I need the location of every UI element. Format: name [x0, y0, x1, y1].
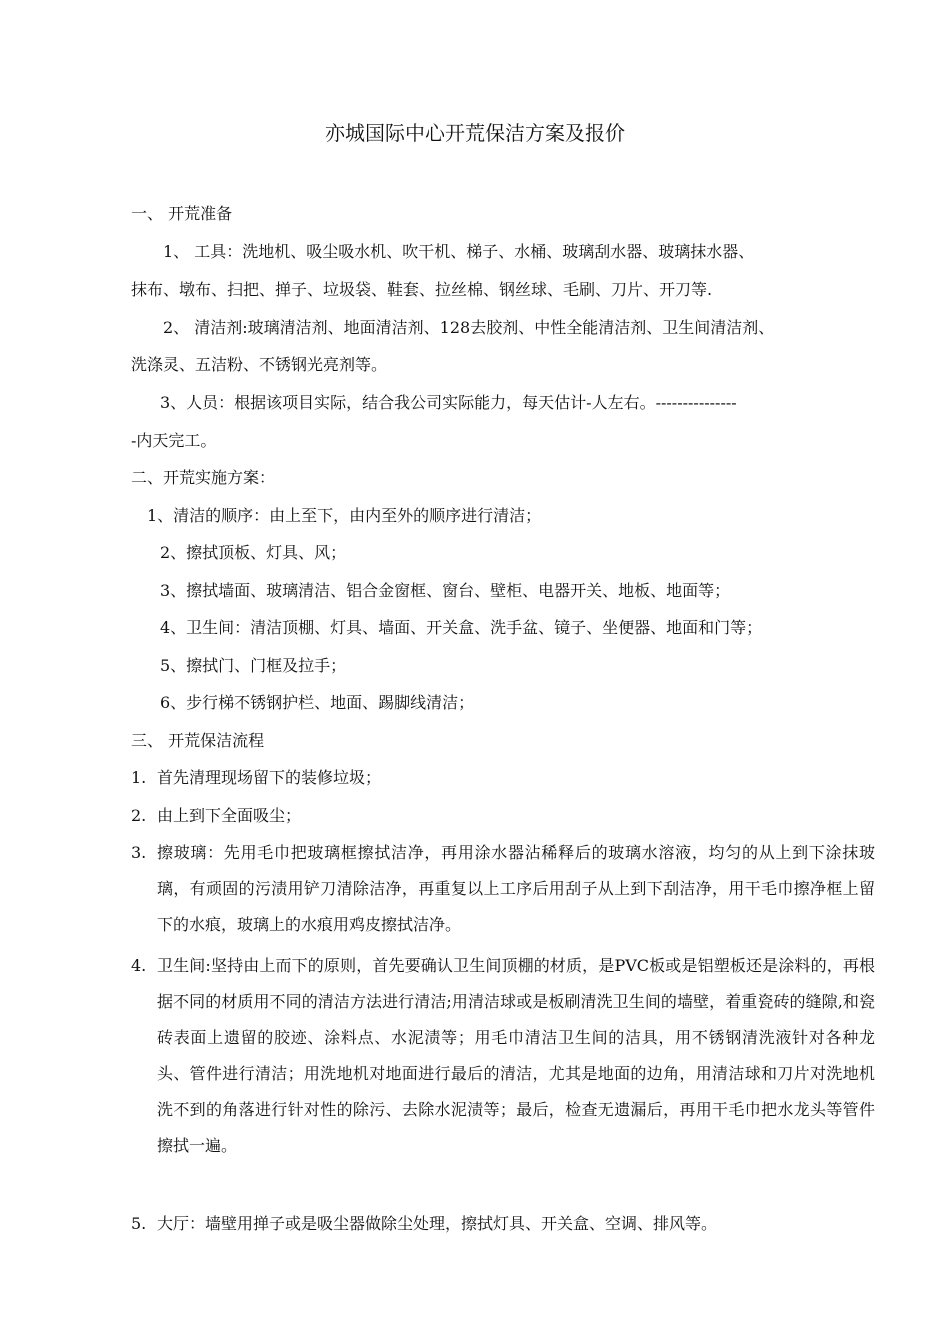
page-title: 亦城国际中心开荒保洁方案及报价: [325, 121, 625, 145]
plan-item: 1、清洁的顺序：由上至下，由内至外的顺序进行清洁；: [147, 506, 542, 525]
step-number: 3.: [131, 843, 147, 862]
step-number: 5.: [131, 1214, 147, 1233]
section-2-heading: 二、开荒实施方案：: [131, 468, 276, 487]
step-text: 首先清理现场留下的装修垃圾；: [157, 768, 382, 787]
step-number: 2.: [131, 806, 147, 825]
section-1-heading: 一、 开荒准备: [131, 204, 233, 223]
staff-line-1: 3、人员：根据该项目实际，结合我公司实际能力，每天估计-人左右。---------------: [160, 393, 737, 412]
tools-line-1: 1、 工具：洗地机、吸尘吸水机、吹干机、梯子、水桶、玻璃刮水器、玻璃抹水器、: [163, 242, 755, 261]
step-text: 卫生间:坚持由上而下的原则，首先要确认卫生间顶棚的材质，是PVC板或是铝塑板还是涂料的，再根据不同的材质用不同的清洁方法进行清洁;用清洁球或是板刷清洗卫生间的墙壁，着重瓷砖的缝隙,和瓷砖表面上遗留的胶迹、涂料点、水泥渍等；用毛巾清洁卫生间的洁具，用不锈钢清洗液针对各种龙头、管件进行清洁；用洗地机对地面进行最后的清洁，尤其是地面的边角，用清洁球和刀片对洗地机洗不到的角落进行针对性的除污、去除水泥渍等；最后，检查无遗漏后，再用干毛巾把水龙头等管件擦拭一遍。: [157, 956, 875, 1155]
step-text: 大厅：墙壁用掸子或是吸尘器做除尘处理，擦拭灯具、开关盒、空调、排风等。: [157, 1214, 718, 1233]
staff-line-2: -内天完工。: [131, 431, 217, 450]
plan-item: 6、步行梯不锈钢护栏、地面、踢脚线清洁；: [160, 693, 475, 712]
cleaners-line-1: 2、 清洁剂:玻璃清洁剂、地面清洁剂、128去胶剂、中性全能清洁剂、卫生间清洁剂、: [163, 318, 775, 337]
plan-item: 5、擦拭门、门框及拉手；: [160, 656, 347, 675]
step-number: 4.: [131, 956, 147, 975]
plan-item: 4、卫生间：清洁顶棚、灯具、墙面、开关盒、洗手盆、镜子、坐便器、地面和门等；: [160, 618, 763, 637]
tools-line-2: 抹布、墩布、扫把、掸子、垃圾袋、鞋套、拉丝棉、钢丝球、毛刷、刀片、开刀等.: [131, 280, 713, 299]
step-text: 擦玻璃：先用毛巾把玻璃框擦拭洁净，再用涂水器沾稀释后的玻璃水溶液，均匀的从上到下涂抹玻璃，有顽固的污渍用铲刀清除洁净，再重复以上工序后用刮子从上到下刮洁净，用干毛巾擦净框上留下的水痕，玻璃上的水痕用鸡皮擦拭洁净。: [157, 843, 875, 934]
plan-item: 3、擦拭墙面、玻璃清洁、铝合金窗框、窗台、壁柜、电器开关、地板、地面等；: [160, 581, 731, 600]
step-text: 由上到下全面吸尘；: [157, 806, 302, 825]
cleaners-line-2: 洗涤灵、五洁粉、不锈钢光亮剂等。: [131, 355, 388, 374]
plan-item: 2、擦拭顶板、灯具、风；: [160, 543, 347, 562]
step-number: 1.: [131, 768, 147, 787]
section-3-heading: 三、 开荒保洁流程: [131, 731, 265, 750]
